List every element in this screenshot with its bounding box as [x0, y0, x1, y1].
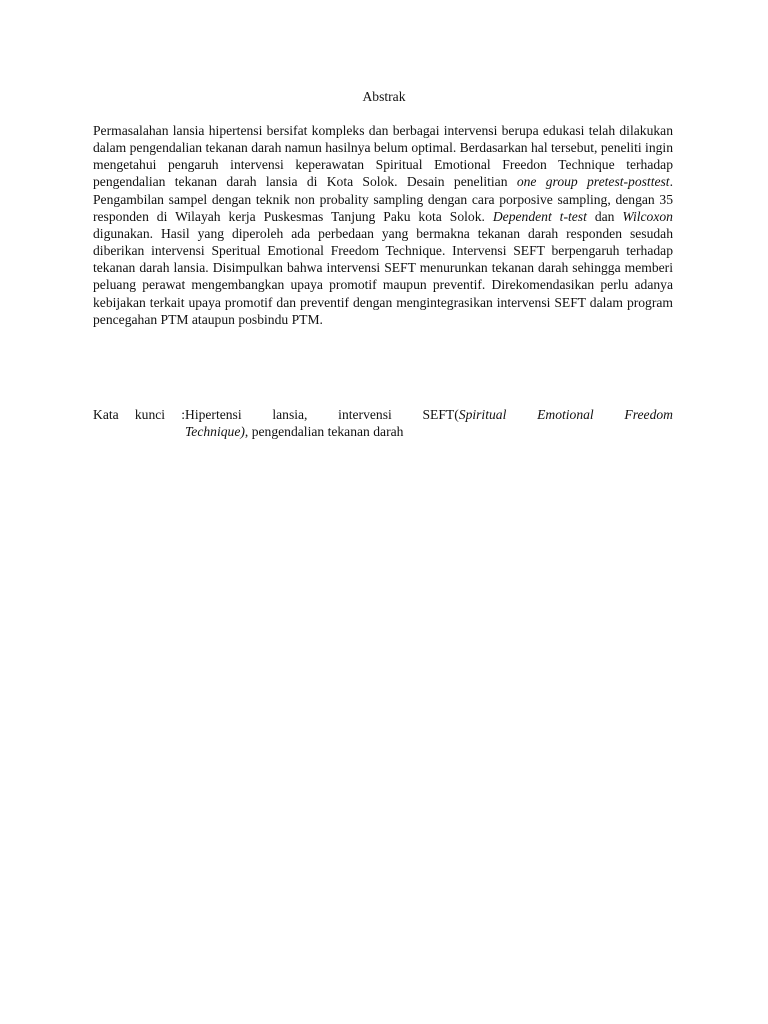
keywords-label-word: kunci: [134, 407, 166, 422]
keywords-term: , pengendalian tekanan darah: [244, 424, 404, 439]
abstract-italic-wilcoxon: Wilcoxon: [622, 208, 673, 224]
keywords-italic: Spiritual Emotional Freedom: [458, 407, 673, 422]
abstract-paragraph: [93, 122, 673, 328]
abstract-title: Abstrak: [362, 89, 406, 104]
abstract-text: Permasalahan lansia hipertensi bersifat kompleks dan berbagai intervensi berupa edukasi telah dilakukan dalam pengendalian tekanan darah namun hasilnya belum optimal. Berdasarkan hal tersebut, peneliti ingin mengetahui pengaruh intervensi keperawatan Spiritual Emotional Freedon Technique terhadap pengendalian tekanan darah lansia di Kota Solok. Desain penelitian: [93, 123, 673, 190]
keywords-italic: Technique): [185, 424, 245, 439]
abstract-text: . Pengambilan sampel dengan teknik non probality sampling dengan cara porposive sampling, dengan 35 responden di Wilayah kerja Puskesmas Tanjung Paku kota Solok.: [93, 174, 673, 224]
abstract-italic-test: Dependent t-test: [492, 208, 587, 224]
abstract-text: digunakan. Hasil yang diperoleh ada perbedaan yang bermakna tekanan darah responden sesudah diberikan intervensi Speritual Emotional Freedom Technique. Intervensi SEFT berpengaruh terhadap tekanan darah lansia. Disimpulkan bahwa intervensi SEFT menurunkan tekanan darah sehingga memberi peluang perawat mengembangkan upaya promotif maupun preventif. Direkomendasikan perlu adanya kebijakan terkait upaya promotif dan preventif dengan mengintegrasikan intervensi SEFT dalam program pencegahan PTM ataupun posbindu PTM.: [93, 225, 673, 327]
keywords-label: [93, 406, 185, 440]
keywords-colon: :: [181, 407, 185, 422]
keywords-line: [185, 424, 403, 439]
keywords-text: [185, 406, 673, 440]
keywords-block: [93, 406, 673, 440]
keywords-label-word: Kata: [93, 407, 119, 422]
abstract-italic-design: one group pretest-posttest: [516, 174, 670, 190]
keywords-line: [185, 406, 673, 423]
abstract-text: dan: [586, 208, 623, 224]
keywords-term: Hipertensi lansia, intervensi SEFT(: [185, 407, 459, 422]
